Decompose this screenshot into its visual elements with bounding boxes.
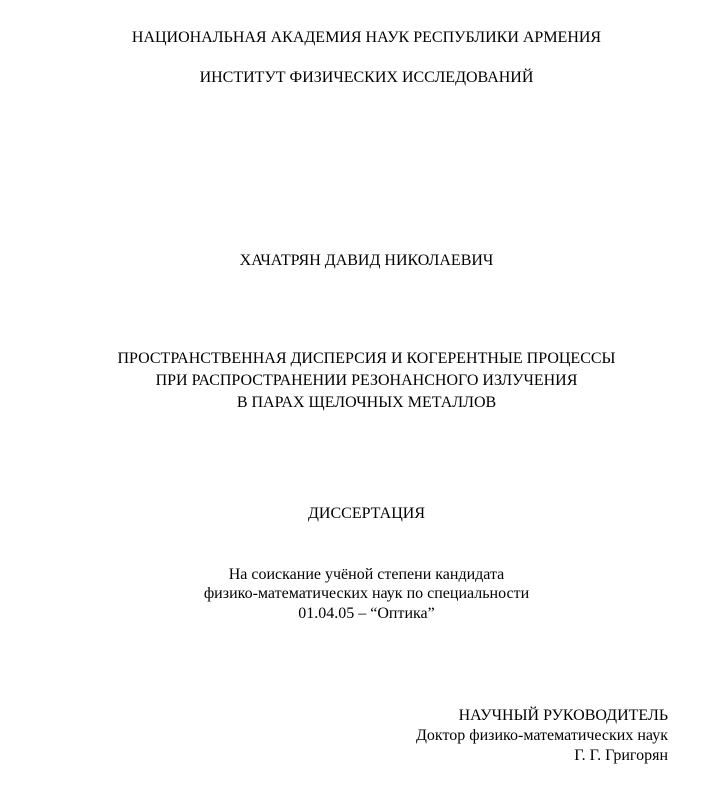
degree-line: 01.04.05 – “Оптика” xyxy=(298,605,435,622)
supervisor-name: Г. Г. Григорян xyxy=(574,747,668,764)
supervisor-degree: Доктор физико-математических наук xyxy=(415,727,668,744)
document-type: ДИССЕРТАЦИЯ xyxy=(308,505,425,522)
institute-name: ИНСТИТУТ ФИЗИЧЕСКИХ ИССЛЕДОВАНИЙ xyxy=(199,69,534,86)
degree-line: физико-математических наук по специальности xyxy=(203,585,530,602)
thesis-title-line: ПРОСТРАНСТВЕННАЯ ДИСПЕРСИЯ И КОГЕРЕНТНЫЕ ПРОЦЕССЫ xyxy=(117,350,616,367)
degree-line: На соискание учёной степени кандидата xyxy=(228,566,505,583)
thesis-title-line: В ПАРАХ ЩЕЛОЧНЫХ МЕТАЛЛОВ xyxy=(236,394,497,411)
author-name: ХАЧАТРЯН ДАВИД НИКОЛАЕВИЧ xyxy=(239,252,494,269)
thesis-title-line: ПРИ РАСПРОСТРАНЕНИИ РЕЗОНАНСНОГО ИЗЛУЧЕНИЯ xyxy=(155,372,578,389)
academy-name: НАЦИОНАЛЬНАЯ АКАДЕМИЯ НАУК РЕСПУБЛИКИ АРМЕНИЯ xyxy=(131,29,602,46)
supervisor-heading: НАУЧНЫЙ РУКОВОДИТЕЛЬ xyxy=(458,707,668,724)
